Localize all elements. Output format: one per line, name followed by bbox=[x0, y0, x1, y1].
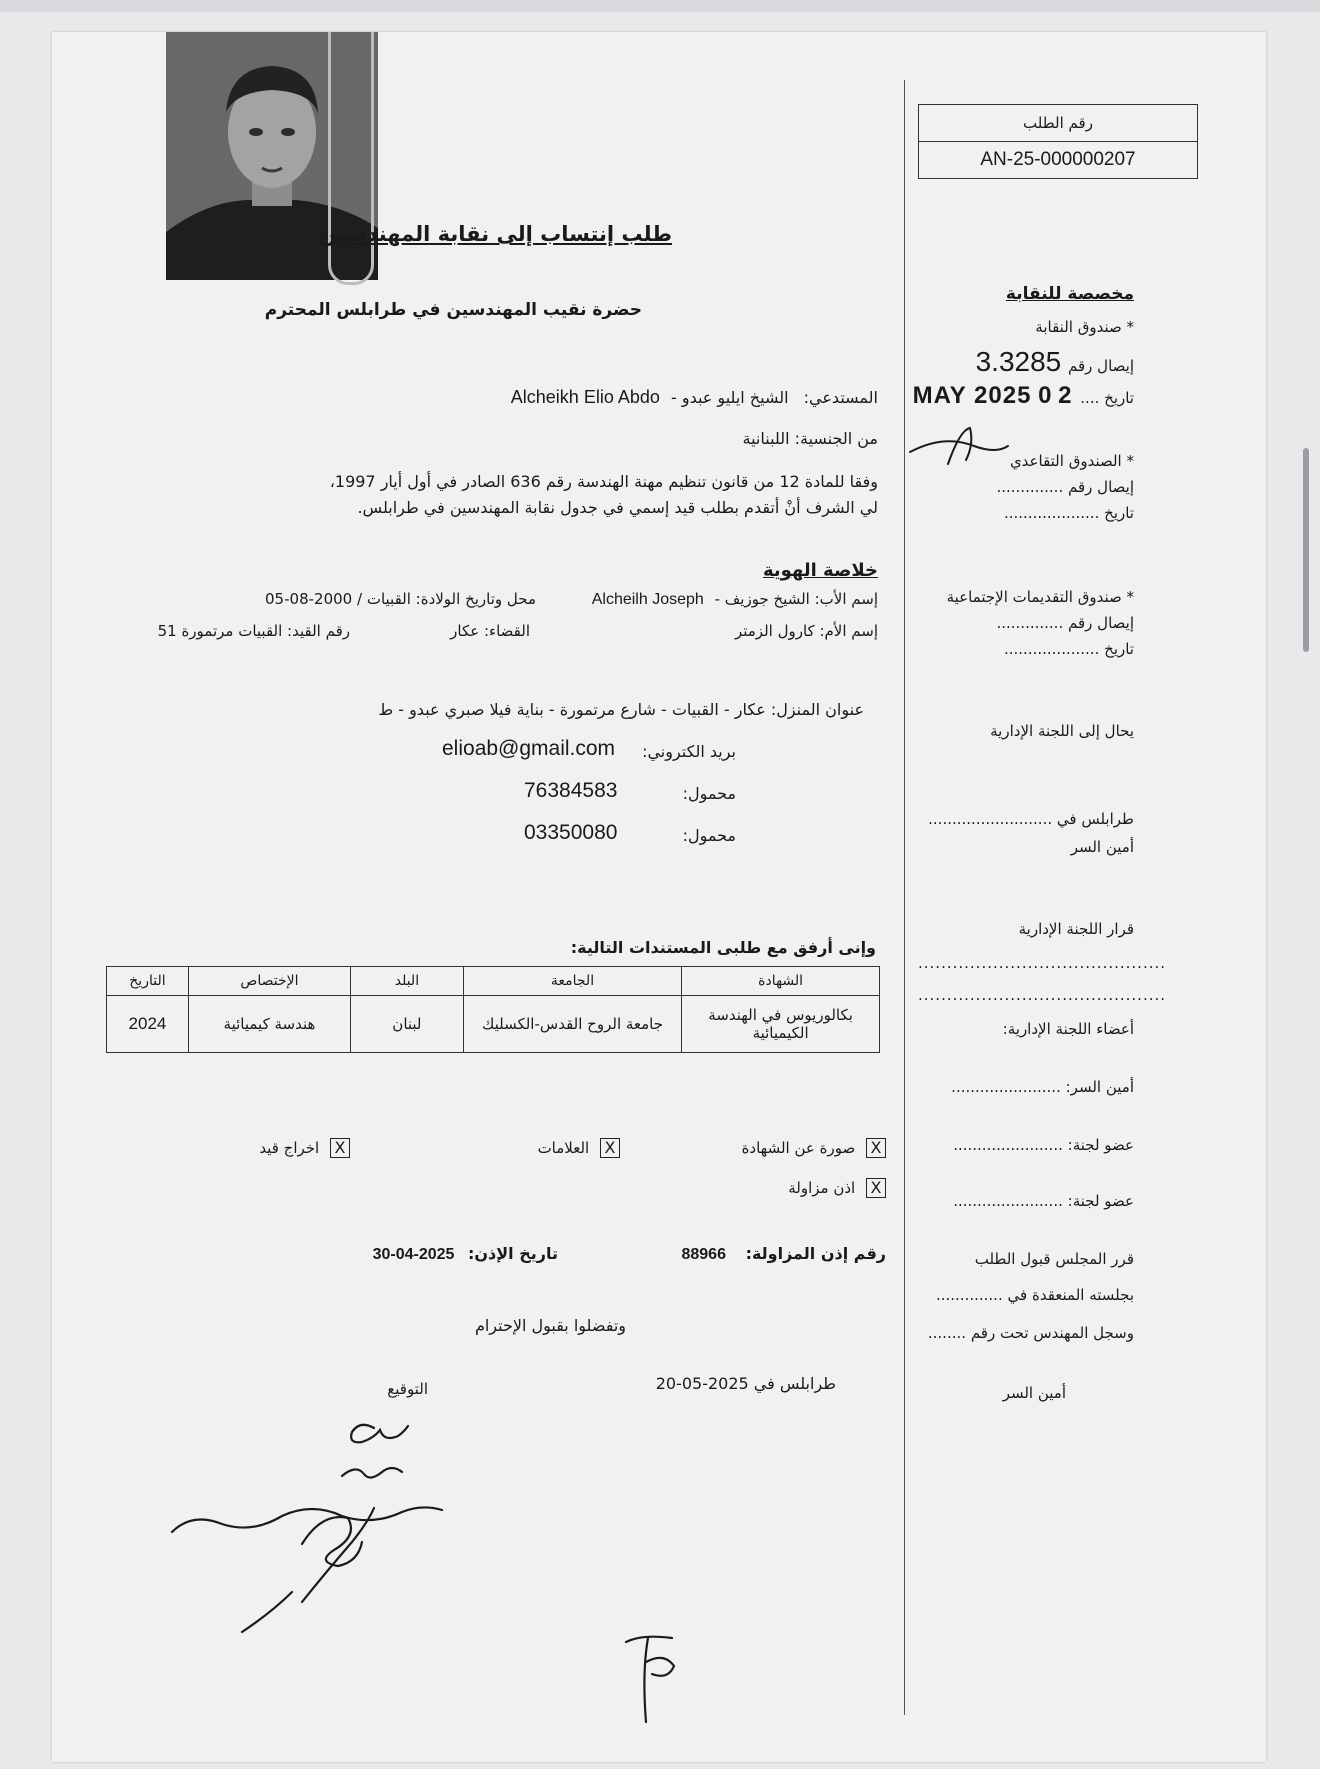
receipt-label: إيصال رقم bbox=[1068, 478, 1134, 496]
committee-members: أعضاء اللجنة الإدارية: bbox=[1002, 1020, 1134, 1038]
dotted-line: ........ bbox=[927, 1324, 967, 1342]
mobile-number-2: 03350080 bbox=[524, 821, 618, 844]
member-label: عضو لجنة: bbox=[1067, 1136, 1134, 1154]
handwritten-tick bbox=[904, 424, 1014, 474]
fund-retirement: * الصندوق التقاعدي bbox=[1009, 452, 1134, 470]
form-title: طلب إنتساب إلى نقابة المهندسين bbox=[318, 222, 672, 246]
secretary-signature-line bbox=[951, 1078, 1134, 1096]
secretary-label: أمين السر bbox=[1070, 838, 1134, 856]
checkbox-certificate-copy[interactable]: X bbox=[866, 1138, 886, 1158]
member-label: عضو لجنة: bbox=[1067, 1192, 1134, 1210]
permit-date-label: تاريخ الإذن: bbox=[468, 1244, 558, 1263]
permit-number-line bbox=[681, 1244, 886, 1264]
council-decision: قرر المجلس قبول الطلب bbox=[974, 1250, 1134, 1268]
check-label: العلامات bbox=[537, 1138, 590, 1157]
checkbox-civil-extract[interactable]: X bbox=[330, 1138, 350, 1158]
signature-label: التوقيع bbox=[387, 1380, 428, 1398]
father-label: إسم الأب: bbox=[814, 590, 878, 608]
mobile-label-1: محمول: bbox=[682, 784, 736, 803]
applicant-name-label: المستدعي: bbox=[803, 388, 878, 407]
salutation: حضرة نقيب المهندسين في طرابلس المحترم bbox=[264, 300, 642, 320]
column-separator bbox=[904, 80, 905, 1715]
check-label: اذن مزاولة bbox=[788, 1178, 856, 1197]
father-name-line bbox=[592, 590, 878, 609]
dotted-line: .... bbox=[1080, 389, 1100, 407]
check-grades bbox=[538, 1138, 620, 1158]
fund-union: * صندوق النقابة bbox=[1035, 318, 1134, 336]
fund-retirement-date bbox=[1004, 504, 1134, 522]
table-cell-specialty: هندسة كيميائية bbox=[188, 996, 350, 1053]
check-label: صورة عن الشهادة bbox=[741, 1138, 856, 1157]
check-certificate-copy bbox=[742, 1138, 886, 1158]
registration-line bbox=[928, 1324, 1134, 1342]
request-number-value: AN-25-000000207 bbox=[980, 149, 1136, 170]
sidebar-heading: مخصصة للنقابة bbox=[1005, 284, 1134, 304]
degrees-table bbox=[106, 966, 880, 1053]
session-line bbox=[936, 1286, 1134, 1304]
intro-line-2: لي الشرف أنْ أتقدم بطلب قيد إسمي في جدول نقابة المهندسين في طرابلس. bbox=[357, 498, 878, 517]
table-row bbox=[107, 996, 880, 1053]
dotted-line: .............. bbox=[996, 478, 1064, 496]
column-header: التاريخ bbox=[107, 967, 189, 996]
dotted-line: ....................... bbox=[953, 1192, 1063, 1210]
date-label: تاريخ bbox=[1104, 640, 1134, 658]
intro-line-1: وفقا للمادة 12 من قانون تنظيم مهنة الهندسة رقم 636 الصادر في أول أيار 1997، bbox=[329, 472, 878, 491]
dotted-line: .............. bbox=[996, 614, 1064, 632]
paper-clip bbox=[328, 32, 374, 285]
closing-regards: وتفضلوا بقبول الإحترام bbox=[474, 1316, 626, 1335]
email-label: بريد الكتروني: bbox=[642, 742, 736, 761]
check-practice-permit bbox=[788, 1178, 886, 1198]
member-line-1 bbox=[953, 1136, 1134, 1154]
birth-place-date: محل وتاريخ الولادة: القبيات / 2000-08-05 bbox=[265, 590, 536, 608]
dotted-line: .................... bbox=[1003, 640, 1100, 658]
dotted-line: ....................... bbox=[951, 1078, 1061, 1096]
father-name-en: Alcheilh Joseph bbox=[591, 591, 704, 608]
fund-social: * صندوق التقديمات الإجتماعية bbox=[946, 588, 1134, 606]
session-label: بجلسته المنعقدة في bbox=[1007, 1286, 1134, 1304]
identity-heading: خلاصة الهوية bbox=[763, 560, 878, 581]
dotted-line: .............. bbox=[935, 1286, 1003, 1304]
fund-union-receipt bbox=[976, 346, 1134, 378]
table-header-row bbox=[107, 967, 880, 996]
place-and-date: طرابلس في 2025-05-20 bbox=[655, 1374, 836, 1393]
referred-to-committee: يحال إلى اللجنة الإدارية bbox=[990, 722, 1134, 740]
documents-heading: وإنى أرفق مع طلبى المستندات التالية: bbox=[570, 938, 876, 957]
fund-retirement-receipt bbox=[996, 478, 1134, 496]
table-cell-country: لبنان bbox=[351, 996, 464, 1053]
fund-social-date bbox=[1004, 640, 1134, 658]
permit-number-label: رقم إذن المزاولة: bbox=[745, 1244, 886, 1263]
fund-social-receipt bbox=[996, 614, 1134, 632]
email-value: elioab@gmail.com bbox=[442, 737, 616, 760]
tripoli-date-line bbox=[928, 810, 1134, 828]
applicant-name-ar: الشيخ ايليو عبدو - bbox=[670, 388, 789, 407]
receipt-label: إيصال رقم bbox=[1068, 357, 1134, 375]
registration-label: وسجل المهندس تحت رقم bbox=[970, 1324, 1134, 1342]
checkbox-practice-permit[interactable]: X bbox=[866, 1178, 886, 1198]
tripoli-label: طرابلس في bbox=[1056, 810, 1134, 828]
column-header: الشهادة bbox=[682, 967, 880, 996]
home-address: عنوان المنزل: عكار - القبيات - شارع مرتمورة - بناية فيلا صبري عبدو - ط bbox=[378, 700, 864, 719]
column-header: البلد bbox=[351, 967, 464, 996]
father-name-ar: الشيخ جوزيف - bbox=[714, 590, 810, 608]
request-number-box bbox=[918, 104, 1198, 179]
document-page bbox=[52, 32, 1266, 1762]
column-header: الجامعة bbox=[463, 967, 681, 996]
mother-name: إسم الأم: كارول الزمتر bbox=[734, 622, 878, 640]
nationality: من الجنسية: اللبنانية bbox=[742, 429, 878, 448]
mobile-number-1: 76384583 bbox=[524, 779, 618, 802]
member-line-2 bbox=[953, 1192, 1134, 1210]
initials-mark bbox=[612, 1622, 702, 1732]
fund-union-date bbox=[913, 382, 1134, 410]
viewer-top-bar bbox=[0, 0, 1320, 12]
dotted-line: ........................................... bbox=[918, 954, 1167, 972]
date-stamp: 2 0 MAY 2025 bbox=[912, 382, 1072, 409]
applicant-name-en: Alcheikh Elio Abdo bbox=[510, 387, 660, 407]
secretary-field-label: أمين السر: bbox=[1065, 1078, 1134, 1096]
permit-date: 2025-04-30 bbox=[372, 1246, 455, 1263]
dotted-line: ........................................... bbox=[918, 986, 1167, 1004]
check-label: اخراج قيد bbox=[259, 1138, 320, 1157]
check-civil-extract bbox=[259, 1138, 350, 1158]
dotted-line: ....................... bbox=[953, 1136, 1063, 1154]
secretary-final: أمين السر bbox=[1002, 1384, 1066, 1402]
district: القضاء: عكار bbox=[450, 622, 530, 640]
registry-number: رقم القيد: القبيات مرتمورة 51 bbox=[157, 622, 350, 640]
mobile-label-2: محمول: bbox=[682, 826, 736, 845]
applicant-name-line bbox=[511, 387, 878, 408]
date-label: تاريخ bbox=[1104, 504, 1134, 522]
dotted-line: .................... bbox=[1003, 504, 1100, 522]
request-number-label: رقم الطلب bbox=[919, 105, 1197, 142]
column-header: الإختصاص bbox=[188, 967, 350, 996]
table-cell-degree: بكالوريوس في الهندسة الكيميائية bbox=[682, 996, 880, 1053]
receipt-number: 3.3285 bbox=[975, 346, 1062, 377]
table-cell-university: جامعة الروح القدس-الكسليك bbox=[463, 996, 681, 1053]
date-label: تاريخ bbox=[1104, 389, 1134, 407]
permit-date-line bbox=[373, 1244, 558, 1264]
committee-decision: قرار اللجنة الإدارية bbox=[1018, 920, 1134, 938]
dotted-line: .......................... bbox=[928, 810, 1053, 828]
scrollbar-thumb[interactable] bbox=[1303, 448, 1309, 652]
handwritten-signature bbox=[112, 1412, 492, 1652]
permit-number: 88966 bbox=[681, 1246, 726, 1263]
receipt-label: إيصال رقم bbox=[1068, 614, 1134, 632]
checkbox-grades[interactable]: X bbox=[600, 1138, 620, 1158]
table-cell-year: 2024 bbox=[107, 996, 189, 1053]
